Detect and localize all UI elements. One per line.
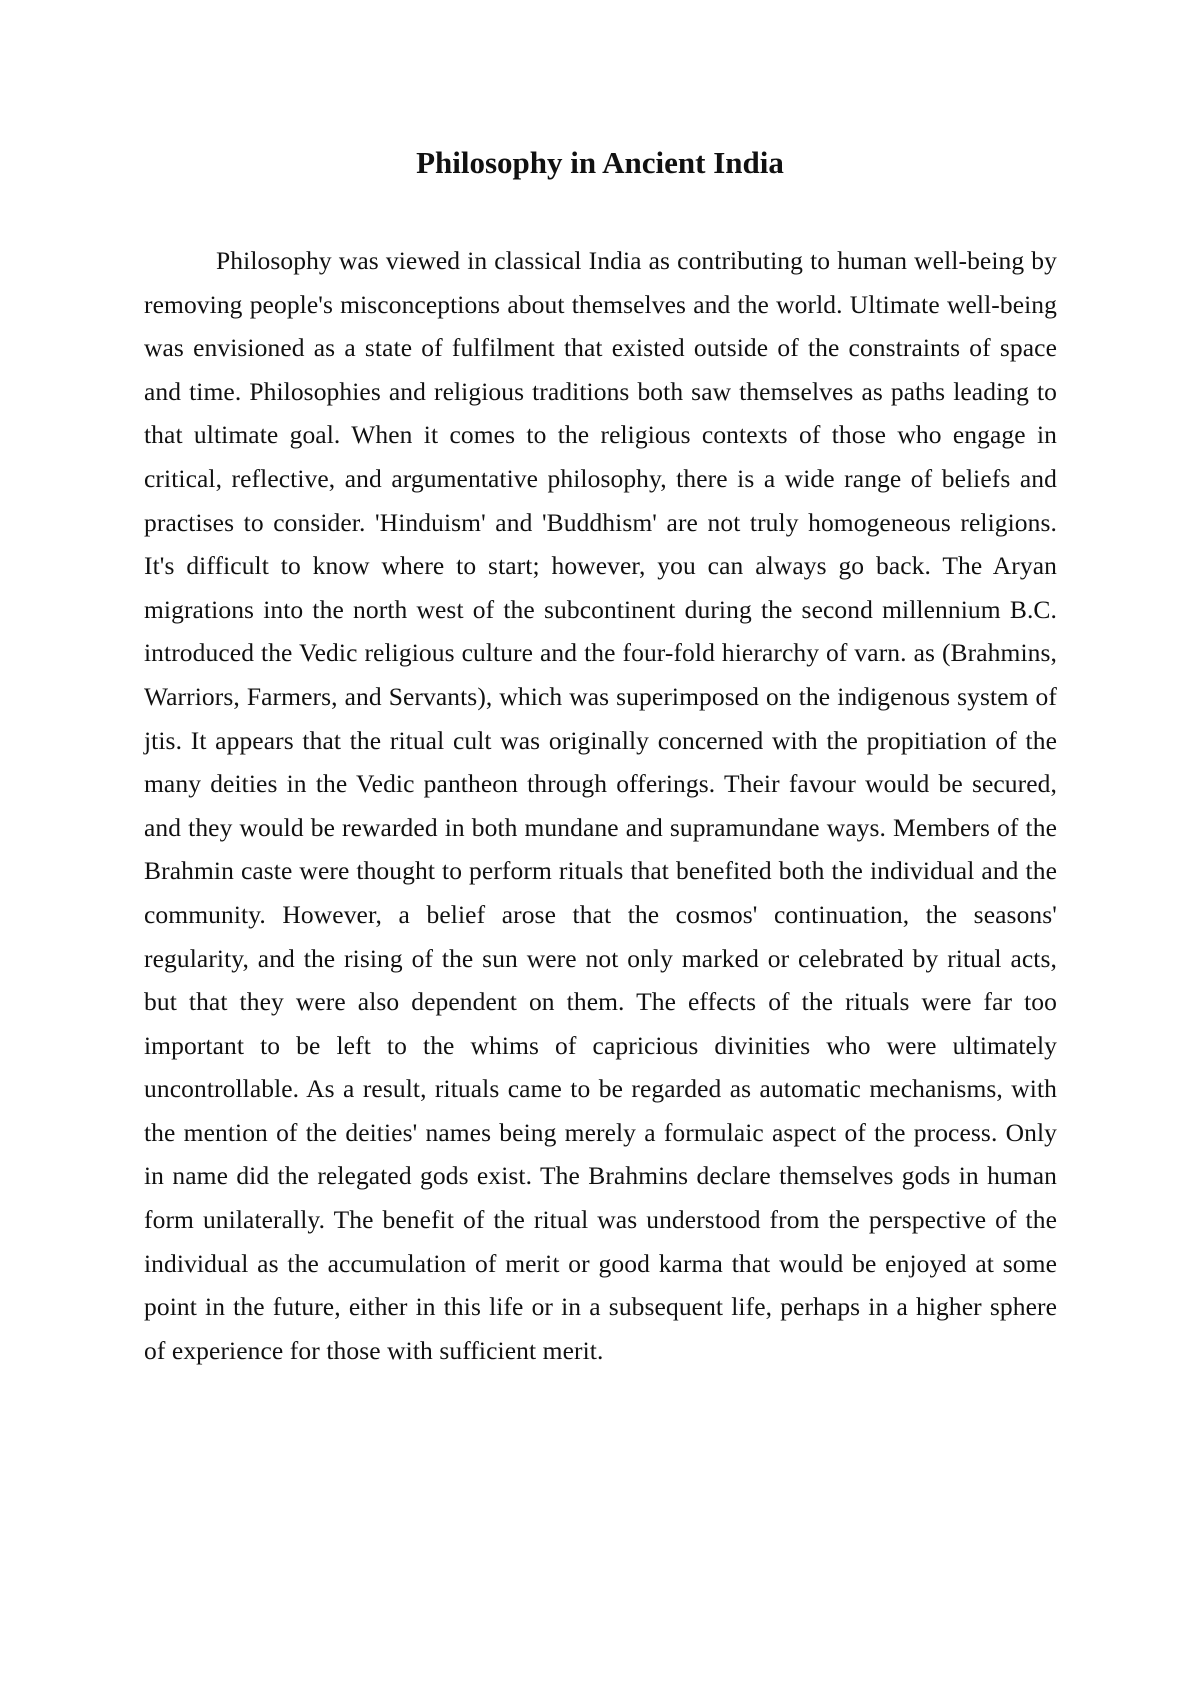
body-paragraph: Philosophy was viewed in classical India as contributing to human well-being by removing people's misconceptions about themselves and the world. Ultimate well-being was envisioned as a state of fulfilment that existed outside of the constraints of space and time. Philosophies and religious traditions both saw themselves as paths leading to that ultimate goal. When it comes to the religious contexts of those who engage in critical, reflective, and argumentative philosophy, there is a wide range of beliefs and practises to consider. 'Hinduism' and 'Buddhism' are not truly homogeneous religions. It's difficult to know where to start; however, you can always go back. The Aryan migrations into the north west of the subcontinent during the second millennium B.C. introduced the Vedic religious culture and the four-fold hierarchy of varn. as (Brahmins, Warriors, Farmers, and Servants), which was superimposed on the indigenous system of jtis. It appears that the ritual cult was originally concerned with the propitiation of the many deities in the Vedic pantheon through offerings. Their favour would be secured, and they would be rewarded in both mundane and supramundane ways. Members of the Brahmin caste were thought to perform rituals that benefited both the individual and the community. However, a belief arose that the cosmos' continuation, the seasons' regularity, and the rising of the sun were not only marked or celebrated by ritual acts, but that they were also dependent on them. The effects of the rituals were far too important to be left to the whims of capricious divinities who were ultimately uncontrollable. As a result, rituals came to be regarded as automatic mechanisms, with the mention of the deities' names being merely a formulaic aspect of the process. Only in name did the relegated gods exist. The Brahmins declare themselves gods in human form unilaterally. The benefit of the ritual was understood from the perspective of the individual as the accumulation of merit or good karma that would be enjoyed at some point in the future, either in this life or in a subsequent life, perhaps in a higher sphere of experience for those with sufficient merit. — [144, 246, 1057, 1365]
document-title: Philosophy in Ancient India — [416, 145, 784, 180]
